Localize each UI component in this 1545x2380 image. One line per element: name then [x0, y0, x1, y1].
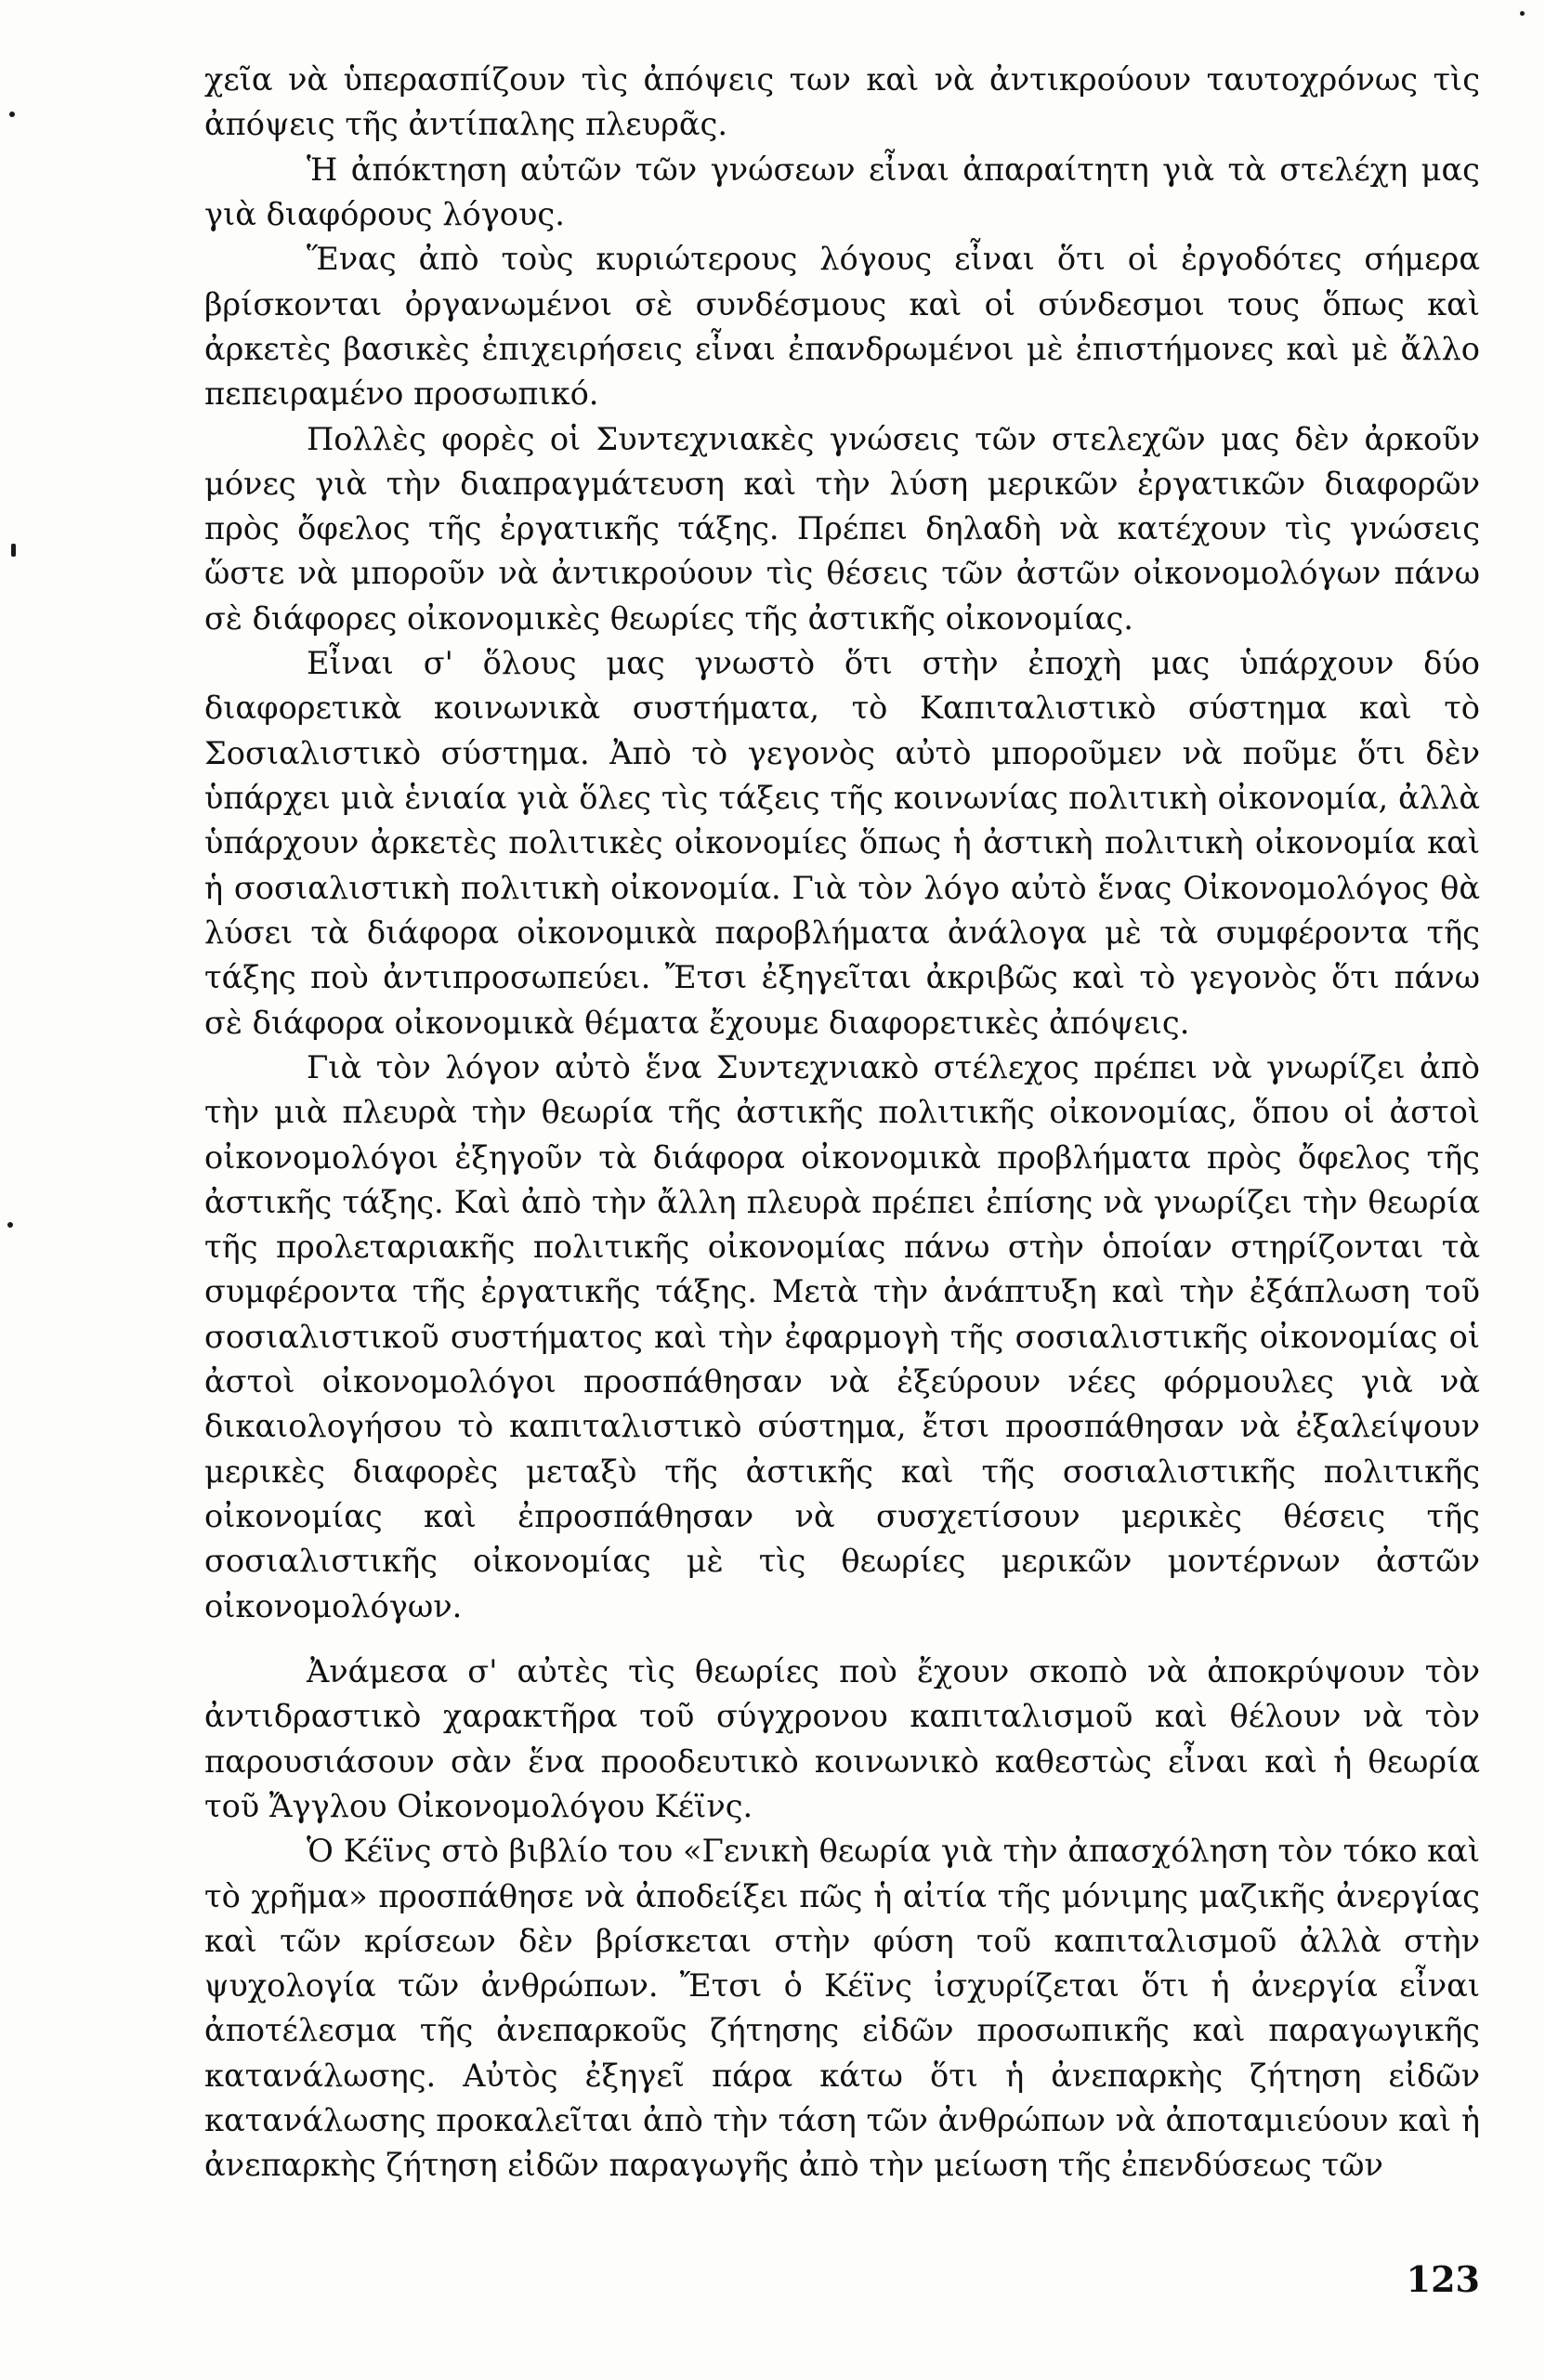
page-number: 123 — [1406, 2258, 1480, 2300]
paragraph: Εἶναι σ' ὅλους μας γνωστὸ ὅτι στὴν ἐποχὴ μας ὑπάρχουν δύο διαφορετικὰ κοινωνικὰ συστήματα, τὸ Καπιταλιστικὸ σύστημα καὶ τὸ Σοσιαλιστικὸ σύστημα. Ἀπὸ τὸ γεγονὸς αὐτὸ μποροῦμεν νὰ ποῦμε ὅτι δὲν ὑπάρχει μιὰ ἑνιαία γιὰ ὅλες τὶς τάξεις τῆς κοινωνίας πολιτικὴ οἰκονομία, ἀλλὰ ὑπάρχουν ἀρκετὲς πολιτικὲς οἰκονομίες ὅπως ἡ ἀστικὴ πολιτικὴ οἰκονομία καὶ ἡ σοσιαλιστικὴ πολιτικὴ οἰκονομία. Γιὰ τὸν λόγο αὐτὸ ἕνας Οἰκονομολόγος θὰ λύσει τὰ διάφορα οἰκονομικὰ παροβλήματα ἀνάλογα μὲ τὰ συμφέροντα τῆς τάξης ποὺ ἀντιπροσωπεύει. Ἔτσι ἐξηγεῖται ἀκριβῶς καὶ τὸ γεγονὸς ὅτι πάνω σὲ διάφορα οἰκονομικὰ θέματα ἔχουμε διαφορετικὲς ἀπόψεις. — [204, 645, 1480, 1041]
paragraph: Ἀνάμεσα σ' αὐτὲς τὶς θεωρίες ποὺ ἔχουν σκοπὸ νὰ ἀποκρύψουν τὸν ἀντιδραστικὸ χαρακτῆρα τοῦ σύγχρονου καπιταλισμοῦ καὶ θέλουν νὰ τὸν παρουσιάσουν σὰν ἕνα προοδευτικὸ κοινωνικὸ καθεστὼς εἶναι καὶ ἡ θεωρία τοῦ Ἄγγλου Οἰκονομολόγου Κέϊνς. — [204, 1652, 1480, 1824]
paragraph: Ἕνας ἀπὸ τοὺς κυριώτερους λόγους εἶναι ὅτι οἱ ἐργοδότες σήμερα βρίσκονται ὀργανωμένοι σὲ συνδέσμους καὶ οἱ σύνδεσμοι τους ὅπως καὶ ἀρκετὲς βασικὲς ἐπιχειρήσεις εἶναι ἐπανδρωμένοι μὲ ἐπιστήμονες καὶ μὲ ἄλλο πεπειραμένο προσωπικό. — [204, 241, 1480, 413]
body-text — [204, 58, 1480, 2189]
scan-speck — [7, 1222, 13, 1228]
scan-speck — [11, 544, 16, 557]
paragraph: Γιὰ τὸν λόγον αὐτὸ ἕνα Συντεχνιακὸ στέλεχος πρέπει νὰ γνωρίζει ἀπὸ τὴν μιὰ πλευρὰ τὴν θεωρία τῆς ἀστικῆς πολιτικῆς οἰκονομίας, ὅπου οἱ ἀστοὶ οἰκονομολόγοι ἐξηγοῦν τὰ διάφορα οἰκονομικὰ προβλήματα πρὸς ὄφελος τῆς ἀστικῆς τάξης. Καὶ ἀπὸ τὴν ἄλλη πλευρὰ πρέπει ἐπίσης νὰ γνωρίζει τὴν θεωρία τῆς προλεταριακῆς πολιτικῆς οἰκονομίας πάνω στὴν ὁποίαν στηρίζονται τὰ συμφέροντα τῆς ἐργατικῆς τάξης. Μετὰ τὴν ἀνάπτυξη καὶ τὴν ἐξάπλωση τοῦ σοσιαλιστικοῦ συστήματος καὶ τὴν ἐφαρμογὴ τῆς σοσιαλιστικῆς οἰκονομίας οἱ ἀστοὶ οἰκονομολόγοι προσπάθησαν νὰ ἐξεύρουν νέες φόρμουλες γιὰ νὰ δικαιολογήσου τὸ καπιταλιστικὸ σύστημα, ἔτσι προσπάθησαν νὰ ἐξαλείψουν μερικὲς διαφορὲς μεταξὺ τῆς ἀστικῆς καὶ τῆς σοσιαλιστικῆς πολιτικῆς οἰκονομίας καὶ ἐπροσπάθησαν νὰ συσχετίσουν μερικὲς θέσεις τῆς σοσιαλιστικῆς οἰκονομίας μὲ τὶς θεωρίες μερικῶν μοντέρνων ἀστῶν οἰκονομολόγων. — [204, 1048, 1480, 1624]
paragraph: Ἡ ἀπόκτηση αὐτῶν τῶν γνώσεων εἶναι ἀπαραίτητη γιὰ τὰ στελέχη μας γιὰ διαφόρους λόγους. — [204, 151, 1480, 232]
paragraph: Πολλὲς φορὲς οἱ Συντεχνιακὲς γνώσεις τῶν στελεχῶν μας δὲν ἀρκοῦν μόνες γιὰ τὴν διαπραγμάτευση καὶ τὴν λύση μερικῶν ἐργατικῶν διαφορῶν πρὸς ὄφελος τῆς ἐργατικῆς τάξης. Πρέπει δηλαδὴ νὰ κατέχουν τὶς γνώσεις ὥστε νὰ μποροῦν νὰ ἀντικρούουν τὶς θέσεις τῶν ἀστῶν οἰκονομολόγων πάνω σὲ διάφορες οἰκονομικὲς θεωρίες τῆς ἀστικῆς οἰκονομίας. — [204, 420, 1480, 637]
paragraph-continuation: χεῖα νὰ ὑπερασπίζουν τὶς ἀπόψεις των καὶ νὰ ἀντικρούουν ταυτοχρόνως τὶς ἀπόψεις τῆς ἀντίπαλης πλευρᾶς. — [204, 61, 1480, 143]
scan-speck — [1520, 11, 1525, 16]
scan-speck — [9, 112, 15, 117]
paragraph: Ὁ Κέϊνς στὸ βιβλίο του «Γενικὴ θεωρία γιὰ τὴν ἀπασχόληση τὸν τόκο καὶ τὸ χρῆμα» προσπάθησε νὰ ἀποδείξει πῶς ἡ αἰτία τῆς μόνιμης μαζικῆς ἀνεργίας καὶ τῶν κρίσεων δὲν βρίσκεται στὴν φύση τοῦ καπιταλισμοῦ ἀλλὰ στὴν ψυχολογία τῶν ἀνθρώπων. Ἔτσι ὁ Κέϊνς ἰσχυρίζεται ὅτι ἡ ἀνεργία εἶναι ἀποτέλεσμα τῆς ἀνεπαρκοῦς ζήτησης εἰδῶν προσωπικῆς καὶ παραγωγικῆς κατανάλωσης. Αὐτὸς ἐξηγεῖ πάρα κάτω ὅτι ἡ ἀνεπαρκὴς ζήτηση εἰδῶν κατανάλωσης προκαλεῖται ἀπὸ τὴν τάση τῶν ἀνθρώπων νὰ ἀποταμιεύουν καὶ ἡ ἀνεπαρκὴς ζήτηση εἰδῶν παραγωγῆς ἀπὸ τὴν μείωση τῆς ἐπενδύσεως τῶν — [204, 1833, 1480, 2184]
